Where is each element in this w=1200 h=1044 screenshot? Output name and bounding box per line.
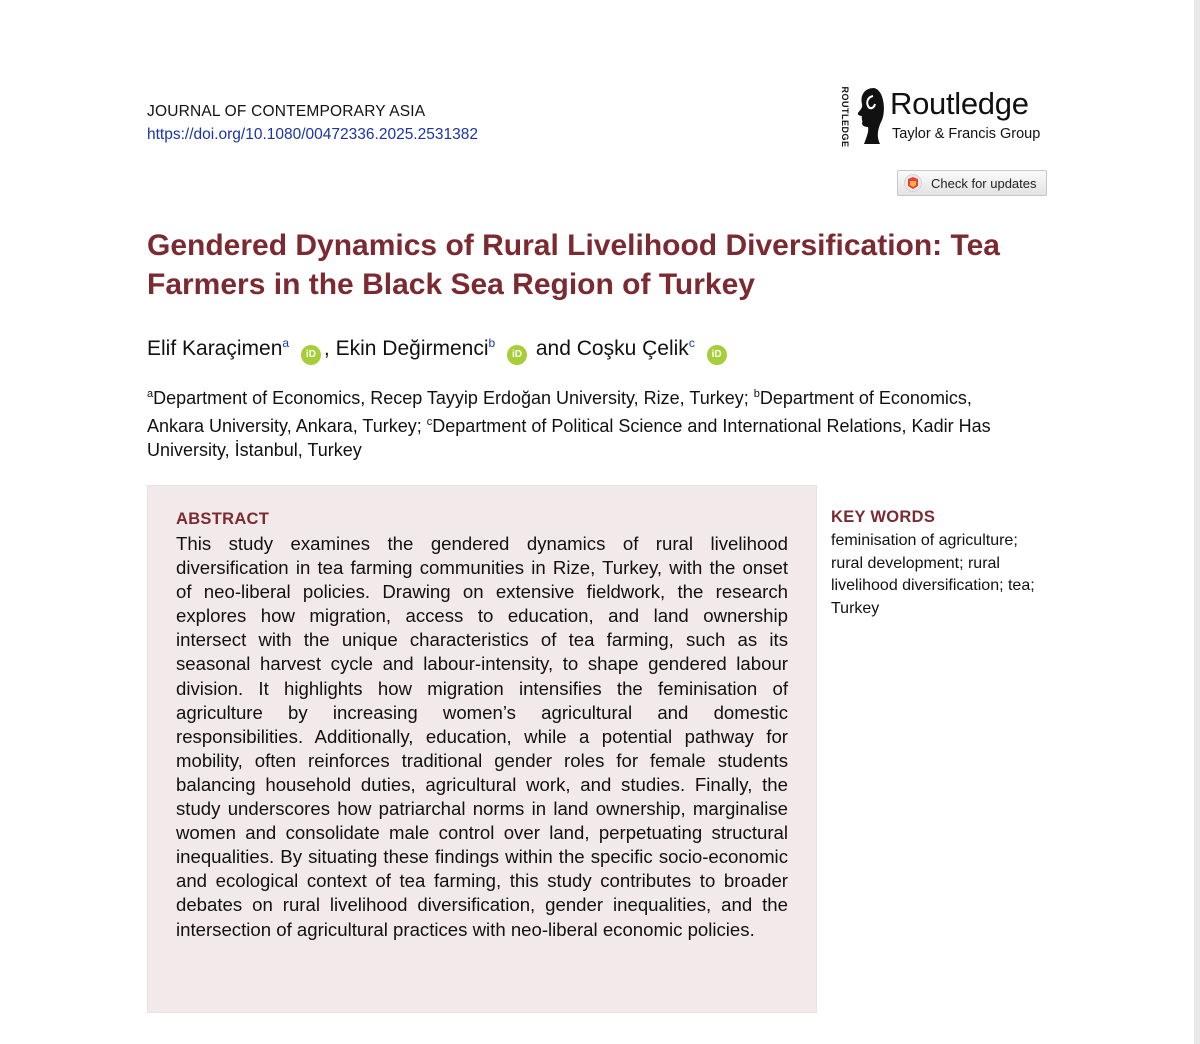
affiliation-text: Department of Economics, Recep Tayyip Erdoğan University, Rize, Turkey; (153, 388, 754, 408)
affiliation-mark: b (753, 388, 760, 400)
crossmark-icon (904, 174, 922, 192)
abstract-heading: ABSTRACT (176, 510, 270, 528)
article-title: Gendered Dynamics of Rural Livelihood Diversification: Tea Farmers in the Black Sea Region of Turkey (147, 229, 1000, 301)
profile-head-icon (854, 86, 886, 146)
publisher-group: Taylor & Francis Group (892, 126, 1041, 142)
author-separator: and (535, 337, 571, 360)
publisher-name: Routledge (890, 86, 1029, 121)
author-name: Coşku Çelik (576, 337, 689, 360)
logo-vertical-text-box (838, 88, 852, 146)
doi-link[interactable]: https://doi.org/10.1080/00472336.2025.2531382 (147, 126, 478, 143)
orcid-icon[interactable]: iD (507, 345, 527, 365)
check-for-updates-button[interactable] (897, 170, 1047, 196)
orcid-icon[interactable]: iD (707, 345, 727, 365)
author-affiliation-mark: c (688, 336, 695, 350)
logo-vertical-text: ROUTLEDGE (840, 86, 850, 148)
author-name: Ekin Değirmenci (335, 337, 489, 360)
check-for-updates-label: Check for updates (931, 175, 1037, 191)
abstract-text: This study examines the gendered dynamics of rural livelihood diversification in tea farming communities in Rize, Turkey, with the onset of neo-liberal policies. Drawing on extensive fieldwork, the research explores how migration, access to education, and land ownership intersect with the unique characteristics of tea farming, such as its seasonal harvest cycle and labour-intensity, to shape gendered labour division. It highlights how migration intensifies the feminisation of agriculture by increasing women’s agricultural and domestic responsibilities. Additionally, education, while a potential pathway for mobility, often reinforces traditional gender roles for female students balancing household duties, agricultural work, and studies. Finally, the study underscores how patriarchal norms in land ownership, marginalise women and consolidate male control over land, perpetuating structural inequalities. By situating these findings within the specific socio-economic and ecological context of tea farming, this study contributes to broader debates on rural livelihood diversification, gender inequalities, and the intersection of agricultural practices with neo-liberal economic policies. (176, 533, 788, 940)
affiliation-mark: c (426, 416, 433, 428)
page-edge (1194, 0, 1200, 1044)
affiliation-mark: a (147, 388, 154, 400)
author-name: Elif Karaçimen (147, 337, 283, 360)
author-separator: , (323, 337, 330, 360)
routledge-logo (838, 86, 1053, 148)
abstract-box (147, 485, 817, 1013)
keywords-heading: KEY WORDS (831, 508, 936, 526)
affiliations (147, 382, 1007, 462)
orcid-icon[interactable]: iD (301, 345, 321, 365)
journal-name: JOURNAL OF CONTEMPORARY ASIA (147, 103, 426, 120)
keywords-text: feminisation of agriculture; rural development; rural livelihood diversification; tea; Turkey (831, 532, 1035, 617)
author-affiliation-mark: a (282, 336, 290, 350)
author-list (147, 336, 730, 365)
affiliation-text: Department of Political Science and International Relations, Kadir Has University, İstanbul, Turkey (147, 416, 991, 460)
affiliation-text: Department of Economics, Ankara University, Ankara, Turkey; (147, 388, 972, 436)
author-affiliation-mark: b (488, 336, 496, 350)
